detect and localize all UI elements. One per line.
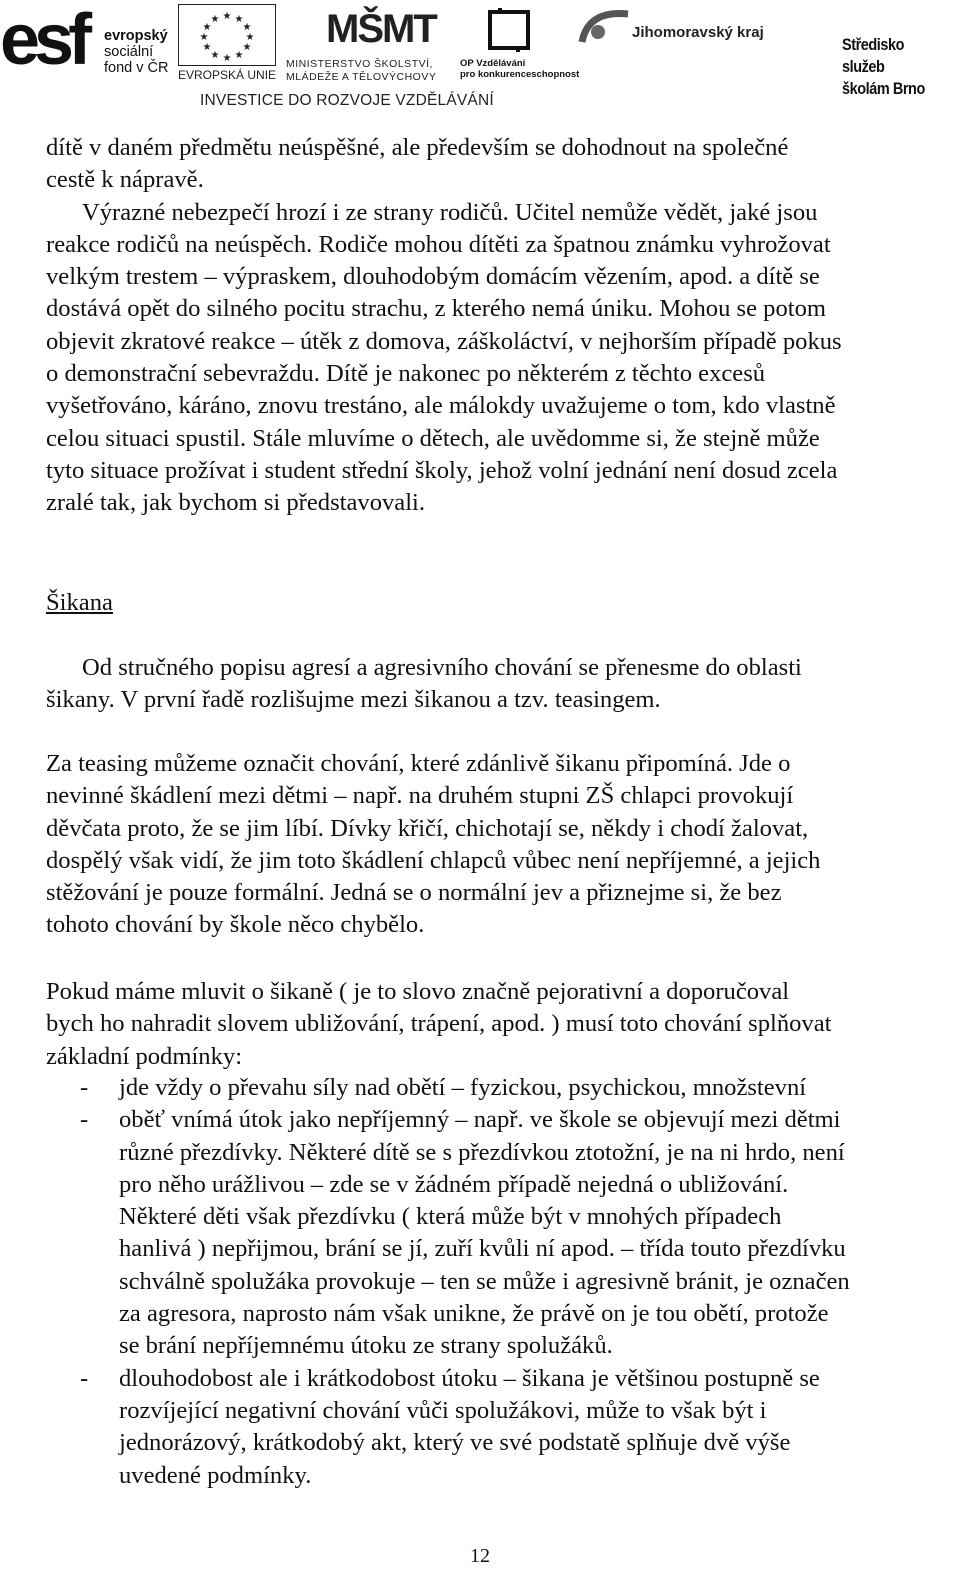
- page-number: 12: [470, 1545, 490, 1567]
- list-item: - jde vždy o převahu síly nad obětí – fyzickou, psychickou, množstevní: [80, 1074, 807, 1101]
- jmk-logo-icon: [578, 6, 632, 46]
- svg-text:★: ★: [210, 14, 220, 25]
- paragraph-2: Od stručného popisu agresí a agresivního chování se přenesme do oblasti šikany. V první řadě rozlišujme mezi šikanou a tzv. teasingem.: [46, 654, 802, 714]
- section-heading: Šikana: [46, 589, 113, 616]
- investice-label: INVESTICE DO ROZVOJE VZDĚLÁVÁNÍ: [200, 92, 494, 109]
- ssb-logo: Středisko služeb školám Brno: [842, 35, 925, 98]
- svg-text:★: ★: [222, 11, 232, 22]
- jmk-label: Jihomoravský kraj: [632, 24, 764, 41]
- esf-logo: esf: [0, 0, 87, 80]
- page-header: [0, 0, 960, 118]
- paragraph-1: dítě v daném předmětu neúspěšné, ale především se dohodnout na společné cestě k nápravě. Výrazné nebezpečí hrozí i ze strany rodičů. Učitel nemůže vědět, jaké jsou reakce rodičů na neúspěch. Rodiče mohou dítěti za špatnou známku vyhrožovat velkým trestem – výpraskem, dlouhodobým domácím vězením, apod. a dítě se dostává opět do silného pocitu strachu, z kterého nemá úniku. Mohou se potom objevit zkratové reakce – útěk z domova, záškoláctví, v nejhorším případě pokus o demonstrační sebevraždu. Dítě je nakonec po některém z těchto excesů vyšetřováno, káráno, znovu trestáno, ale málokdy uvažujeme o tom, kdo vlastně celou situaci spustil. Stále mluvíme o dětech, ale uvědomme si, že stejně může tyto situace prožívat i student střední školy, jehož volní jednání není dosud zcela zralé tak, jak bychom si představovali.: [46, 134, 842, 517]
- svg-text:★: ★: [234, 50, 244, 61]
- svg-text:★: ★: [202, 42, 212, 53]
- svg-text:★: ★: [242, 22, 252, 33]
- paragraph-3: Za teasing můžeme označit chování, které zdánlivě šikanu připomíná. Jde o nevinné škádlení mezi dětmi – např. na druhém stupni ZŠ chlapci provokují děvčata proto, že se jim líbí. Dívky křičí, chichotají se, někdy i chodí žalovat, dospělý však vidí, že jim toto škádlení chlapců vůbec není nepříjemné, a jejich stěžování je pouze formální. Jedná se o normální jev a přiznejme si, že bez tohoto chování by škole něco chybělo.: [46, 750, 821, 939]
- svg-text:★: ★: [202, 22, 212, 33]
- svg-text:★: ★: [245, 32, 255, 43]
- svg-text:★: ★: [242, 42, 252, 53]
- esf-caption: evropský sociální fond v ČR: [104, 28, 169, 76]
- eu-label: EVROPSKÁ UNIE: [178, 68, 277, 82]
- msmt-caption: MINISTERSTVO ŠKOLSTVÍ, MLÁDEŽE A TĚLOVÝCHOVY: [286, 58, 437, 83]
- svg-text:★: ★: [234, 14, 244, 25]
- conditions-list: [46, 1072, 946, 1492]
- msmt-logo: MŠMT: [326, 7, 436, 51]
- svg-text:★: ★: [199, 32, 209, 43]
- eu-flag-icon: [178, 4, 276, 66]
- list-item: - oběť vnímá útok jako nepříjemný – např. ve škole se objevují mezi dětmi různé přezdívky. Některé dítě se s přezdívkou ztotožní, je na ni hrdo, není pro něho urážlivou – zde se v žádném případě nejedná o ubližování. Některé děti však přezdívku ( která může být v mnohých případech hanlivá ) nepřijmou, brání se jí, zuří kvůli ní apod. – třída touto přezdívku schválně spolužáka provokuje – ten se může i agresivně bránit, je označen za agresora, naprosto nám však unikne, že právě on je tou obětí, protože se brání nepříjemnému útoku ze strany spolužáků.: [80, 1106, 850, 1360]
- paragraph-4: Pokud máme mluvit o šikaně ( je to slovo značně pejorativní a doporučoval bych ho nahradit slovem ubližování, trápení, apod. ) musí toto chování splňovat základní podmínky:: [46, 978, 832, 1070]
- svg-text:★: ★: [210, 50, 220, 61]
- svg-text:★: ★: [222, 53, 232, 64]
- list-item: - dlouhodobost ale i krátkodobost útoku – šikana je většinou postupně se rozvíjející negativní chování vůči spolužákovi, může to však být i jednorázový, krátkodobý akt, který ve své podstatě splňuje dvě výše uvedené podmínky.: [80, 1364, 820, 1489]
- op-caption: OP Vzdělávání pro konkurenceschopnost: [460, 58, 580, 80]
- op-logo-icon: [486, 8, 532, 52]
